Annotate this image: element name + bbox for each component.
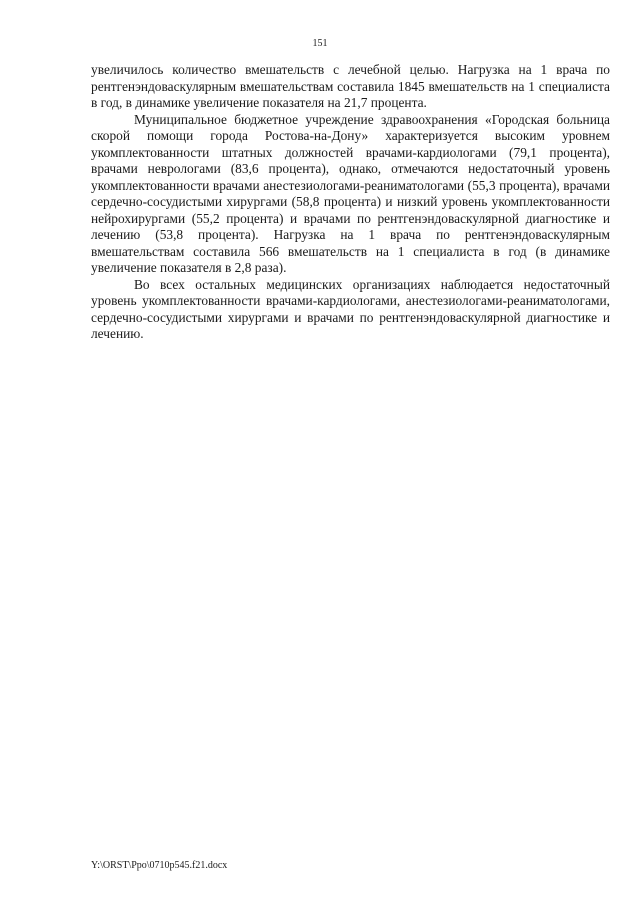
paragraph-other-organizations: Во всех остальных медицинских организациях наблюдается недостаточный уровень укомплектованности врачами-кардиологами, анестезиологами-реаниматологами, сердечно-сосудистыми хирургами и врачами по рентгенэндоваскулярной диагностике и лечению. xyxy=(91,276,610,341)
page-number: 151 xyxy=(312,38,328,49)
paragraph-continuation: увеличилось количество вмешательств с лечебной целью. Нагрузка на 1 врача по рентгенэндоваскулярным вмешательствам составила 1845 вмешательств на 1 специалиста в год, в динамике увеличение показателя на 21,7 процента. xyxy=(91,62,610,110)
document-body xyxy=(91,62,610,343)
footer-file-path: Y:\ORST\Ppo\0710p545.f21.docx xyxy=(91,860,228,871)
paragraph-hospital-rostov: Муниципальное бюджетное учреждение здравоохранения «Городская больница скорой помощи города Ростова-на-Дону» характеризуется высоким уровнем укомплектованности штатных должностей врачами-кардиологами (79,1 процента), врачами неврологами (83,6 процента), однако, отмечаются недостаточный уровень укомплектованности врачами анестезиологами-реаниматологами (55,3 процента), врачами сердечно-сосудистыми хирургами (58,8 процента) и низкий уровень укомплектованности нейрохирургами (55,2 процента) и врачами по рентгенэндоваскулярной диагностике и лечению (53,8 процента). Нагрузка на 1 врача по рентгенэндоваскулярным вмешательствам составила 566 вмешательств на 1 специалиста в год (в динамике увеличение показателя в 2,8 раза). xyxy=(91,111,610,275)
